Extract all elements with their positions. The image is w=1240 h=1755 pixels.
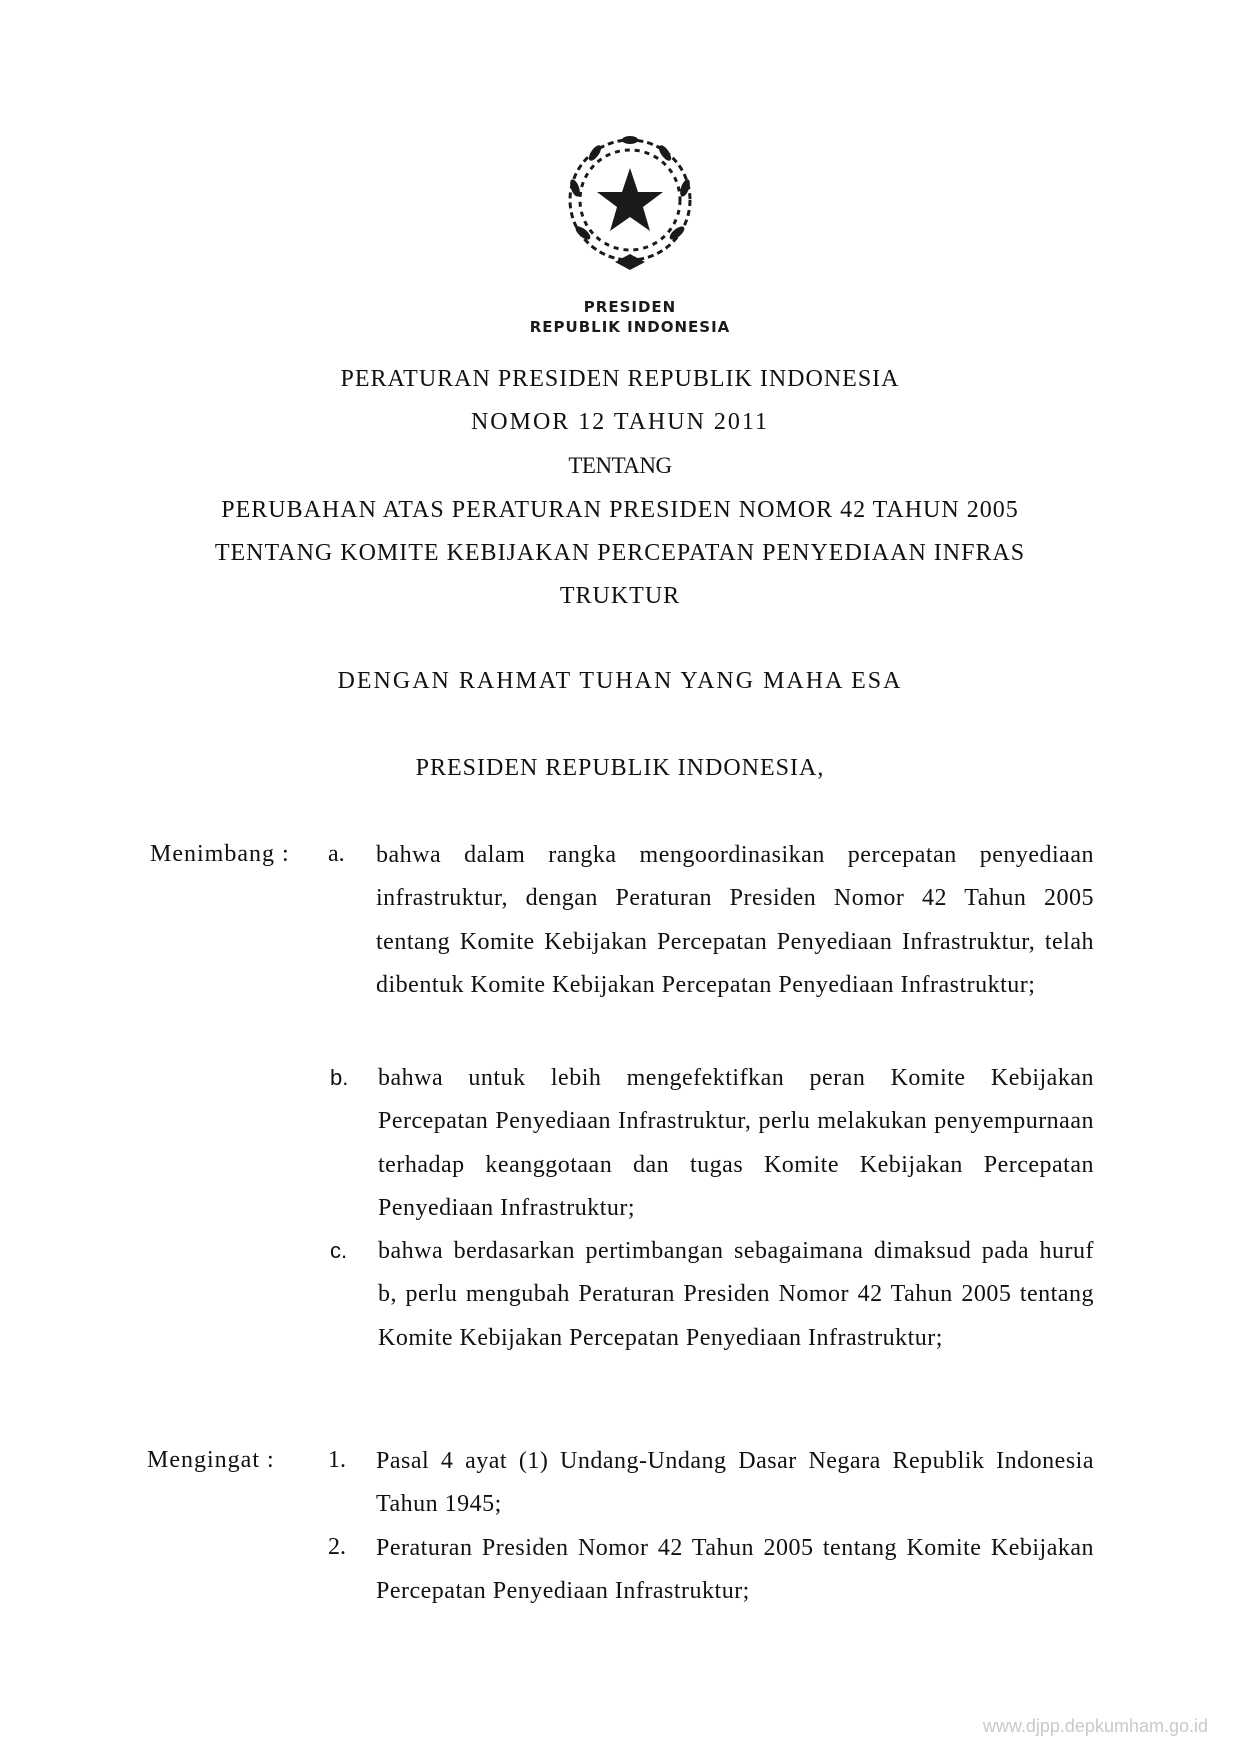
blessing-phrase: DENGAN RAHMAT TUHAN YANG MAHA ESA [337, 668, 903, 694]
mengingat-marker-1: 1. [328, 1447, 346, 1473]
mengingat-item-2: Peraturan Presiden Nomor 42 Tahun 2005 tentang Komite Kebijakan Percepatan Penyediaan Infrastruktur; [376, 1535, 1094, 1604]
president-heading: PRESIDEN REPUBLIK INDONESIA, [415, 755, 825, 781]
emblem-caption-line2: REPUBLIK INDONESIA [529, 318, 731, 336]
presidential-star-wreath-icon [555, 128, 705, 278]
menimbang-item-b: bahwa untuk lebih mengefektifkan peran Komite Kebijakan Percepatan Penyediaan Infrastruktur, perlu melakukan penyempurnaan terhadap keanggotaan dan tugas Komite Kebijakan Percepatan Penyediaan Infrastruktur; [378, 1065, 1094, 1221]
regulation-title: PERATURAN PRESIDEN REPUBLIK INDONESIA [340, 366, 900, 392]
regulation-number: NOMOR 12 TAHUN 2011 [470, 409, 770, 435]
regulation-subject-line3: TRUKTUR [559, 583, 681, 609]
regulation-subject-line1: PERUBAHAN ATAS PERATURAN PRESIDEN NOMOR 42 TAHUN 2005 [221, 497, 1019, 523]
regulation-about-label: TENTANG [568, 453, 672, 478]
menimbang-item-a: bahwa dalam rangka mengoordinasikan percepatan penyediaan infrastruktur, dengan Peraturan Presiden Nomor 42 Tahun 2005 tentang Komite Kebijakan Percepatan Penyediaan Infrastruktur, telah dibentuk Komite Kebijakan Percepatan Penyediaan Infrastruktur; [376, 842, 1094, 998]
menimbang-marker-b: b. [330, 1065, 349, 1090]
source-watermark: www.djpp.depkumham.go.id [982, 1716, 1208, 1736]
regulation-subject-line2: TENTANG KOMITE KEBIJAKAN PERCEPATAN PENYEDIAAN INFRAS [214, 540, 1026, 566]
mengingat-marker-2: 2. [328, 1534, 346, 1560]
menimbang-item-c: bahwa berdasarkan pertimbangan sebagaimana dimaksud pada huruf b, perlu mengubah Peraturan Presiden Nomor 42 Tahun 2005 tentang Komite Kebijakan Percepatan Penyediaan Infrastruktur; [378, 1238, 1094, 1351]
menimbang-marker-c: c. [330, 1238, 348, 1263]
mengingat-label: Mengingat : [147, 1447, 275, 1473]
menimbang-label: Menimbang : [150, 841, 290, 867]
emblem-caption-line1: PRESIDEN [583, 298, 677, 316]
menimbang-marker-a: a. [328, 841, 345, 867]
mengingat-item-1: Pasal 4 ayat (1) Undang-Undang Dasar Negara Republik Indonesia Tahun 1945; [376, 1448, 1094, 1517]
